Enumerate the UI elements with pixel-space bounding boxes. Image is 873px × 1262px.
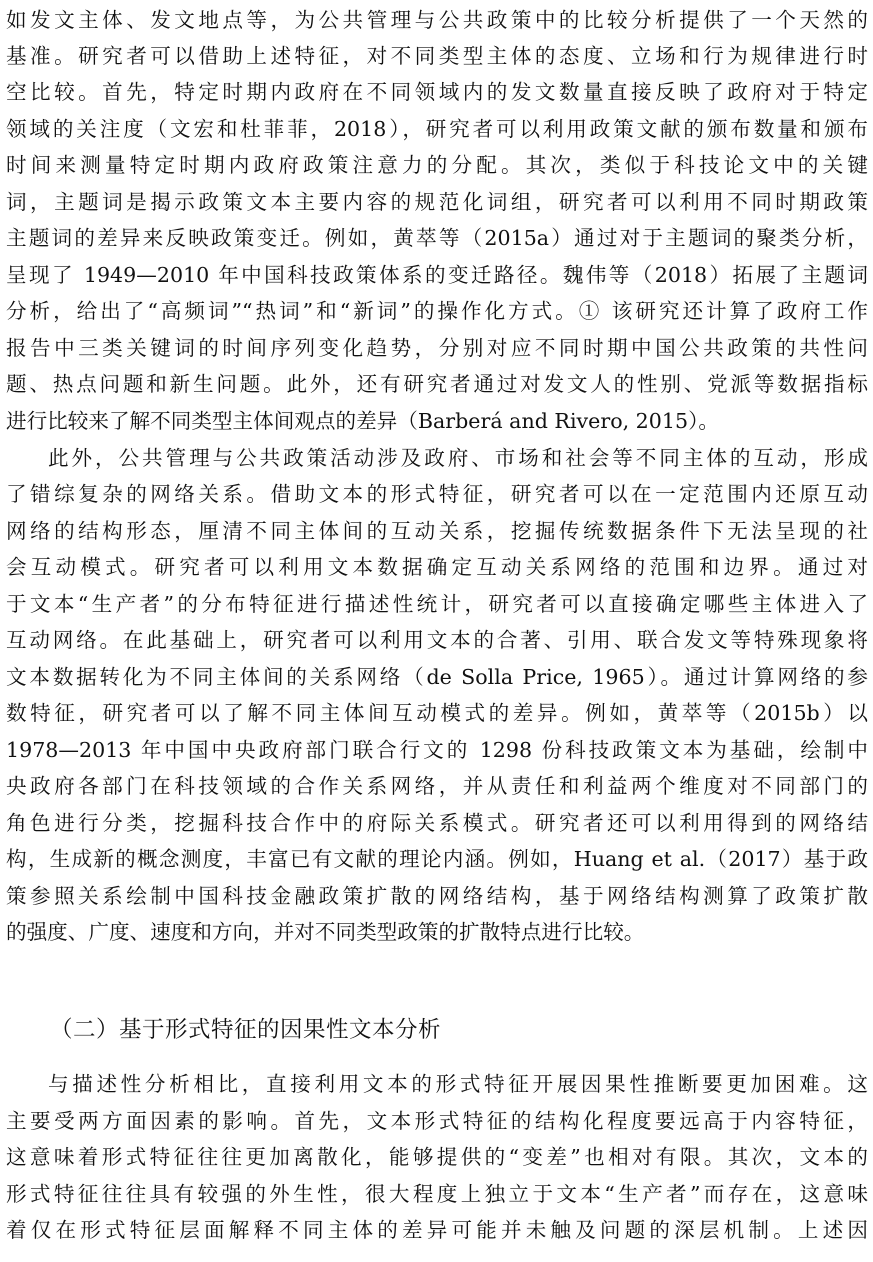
paragraph-2-line-11: 角色进行分类，挖掘科技合作中的府际关系模式。研究者还可以利用得到的网络结 (6, 811, 868, 835)
paragraph-1-line-9: 分析，给出了“高频词”“热词”和“新词”的操作化方式。① 该研究还计算了政府工作 (6, 299, 868, 323)
paragraph-3-line-5: 着仅在形式特征层面解释不同主体的差异可能并未触及问题的深层机制。上述因 (6, 1218, 868, 1242)
paragraph-2-line-5: 于文本“生产者”的分布特征进行描述性统计，研究者可以直接确定哪些主体进入了 (6, 592, 868, 616)
paragraph-2-line-3: 网络的结构形态，厘清不同主体间的互动关系，挖掘传统数据条件下无法呈现的社 (6, 519, 868, 543)
paragraph-2-line-12: 构，生成新的概念测度，丰富已有文献的理论内涵。例如，Huang et al.（2017）基于政 (6, 847, 868, 871)
paragraph-2-line-8: 数特征，研究者可以了解不同主体间互动模式的差异。例如，黄萃等（2015b）以 (6, 701, 868, 725)
paragraph-1-line-7: 主题词的差异来反映政策变迁。例如，黄萃等（2015a）通过对于主题词的聚类分析， (6, 226, 868, 250)
paragraph-3-line-3: 这意味着形式特征往往更加离散化，能够提供的“变差”也相对有限。其次，文本的 (6, 1145, 868, 1169)
paragraph-2-line-6: 互动网络。在此基础上，研究者可以利用文本的合著、引用、联合发文等特殊现象将 (6, 628, 868, 652)
section-heading: （二）基于形式特征的因果性文本分析 (50, 1017, 442, 1043)
paragraph-2-line-7: 文本数据转化为不同主体间的关系网络（de Solla Price, 1965）。通过计算网络的参 (6, 665, 868, 689)
paragraph-2-line-10: 央政府各部门在科技领域的合作关系网络，并从责任和利益两个维度对不同部门的 (6, 774, 868, 798)
paragraph-1-line-10: 报告中三类关键词的时间序列变化趋势，分别对应不同时期中国公共政策的共性问 (6, 336, 868, 360)
paragraph-1-line-2: 基准。研究者可以借助上述特征，对不同类型主体的态度、立场和行为规律进行时 (6, 44, 868, 68)
paragraph-2-line-4: 会互动模式。研究者可以利用文本数据确定互动关系网络的范围和边界。通过对 (6, 555, 868, 579)
paragraph-3-line-2: 主要受两方面因素的影响。首先，文本形式特征的结构化程度要远高于内容特征， (6, 1109, 868, 1133)
paragraph-3-line-4: 形式特征往往具有较强的外生性，很大程度上独立于文本“生产者”而存在，这意味 (6, 1182, 868, 1206)
paragraph-1-line-8: 呈现了 1949—2010 年中国科技政策体系的变迁路径。魏伟等（2018）拓展了主题词 (6, 263, 868, 287)
paragraph-3-line-1: 与描述性分析相比，直接利用文本的形式特征开展因果性推断要更加困难。这 (48, 1072, 868, 1096)
paragraph-2-line-1: 此外，公共管理与公共政策活动涉及政府、市场和社会等不同主体的互动，形成 (48, 446, 868, 470)
paragraph-1-line-6: 词，主题词是揭示政策文本主要内容的规范化词组，研究者可以利用不同时期政策 (6, 190, 868, 214)
paragraph-2-line-14: 的强度、广度、速度和方向，并对不同类型政策的扩散特点进行比较。 (6, 920, 645, 944)
paragraph-1-line-12: 进行比较来了解不同类型主体间观点的差异（Barberá and Rivero, 2015）。 (6, 409, 719, 433)
paragraph-1-line-11: 题、热点问题和新生问题。此外，还有研究者通过对发文人的性别、党派等数据指标 (6, 372, 868, 396)
paragraph-1-line-1: 如发文主体、发文地点等，为公共管理与公共政策中的比较分析提供了一个天然的 (6, 8, 868, 32)
paragraph-1-line-3: 空比较。首先，特定时期内政府在不同领域内的发文数量直接反映了政府对于特定 (6, 80, 868, 104)
paragraph-2-line-13: 策参照关系绘制中国科技金融政策扩散的网络结构，基于网络结构测算了政策扩散 (6, 884, 868, 908)
paragraph-1-line-5: 时间来测量特定时期内政府政策注意力的分配。其次，类似于科技论文中的关键 (6, 153, 868, 177)
paragraph-2-line-9: 1978—2013 年中国中央政府部门联合行文的 1298 份科技政策文本为基础，绘制中 (6, 738, 868, 762)
paragraph-2-line-2: 了错综复杂的网络关系。借助文本的形式特征，研究者可以在一定范围内还原互动 (6, 482, 868, 506)
paragraph-1-line-4: 领域的关注度（文宏和杜菲菲，2018），研究者可以利用政策文献的颁布数量和颁布 (6, 117, 868, 141)
